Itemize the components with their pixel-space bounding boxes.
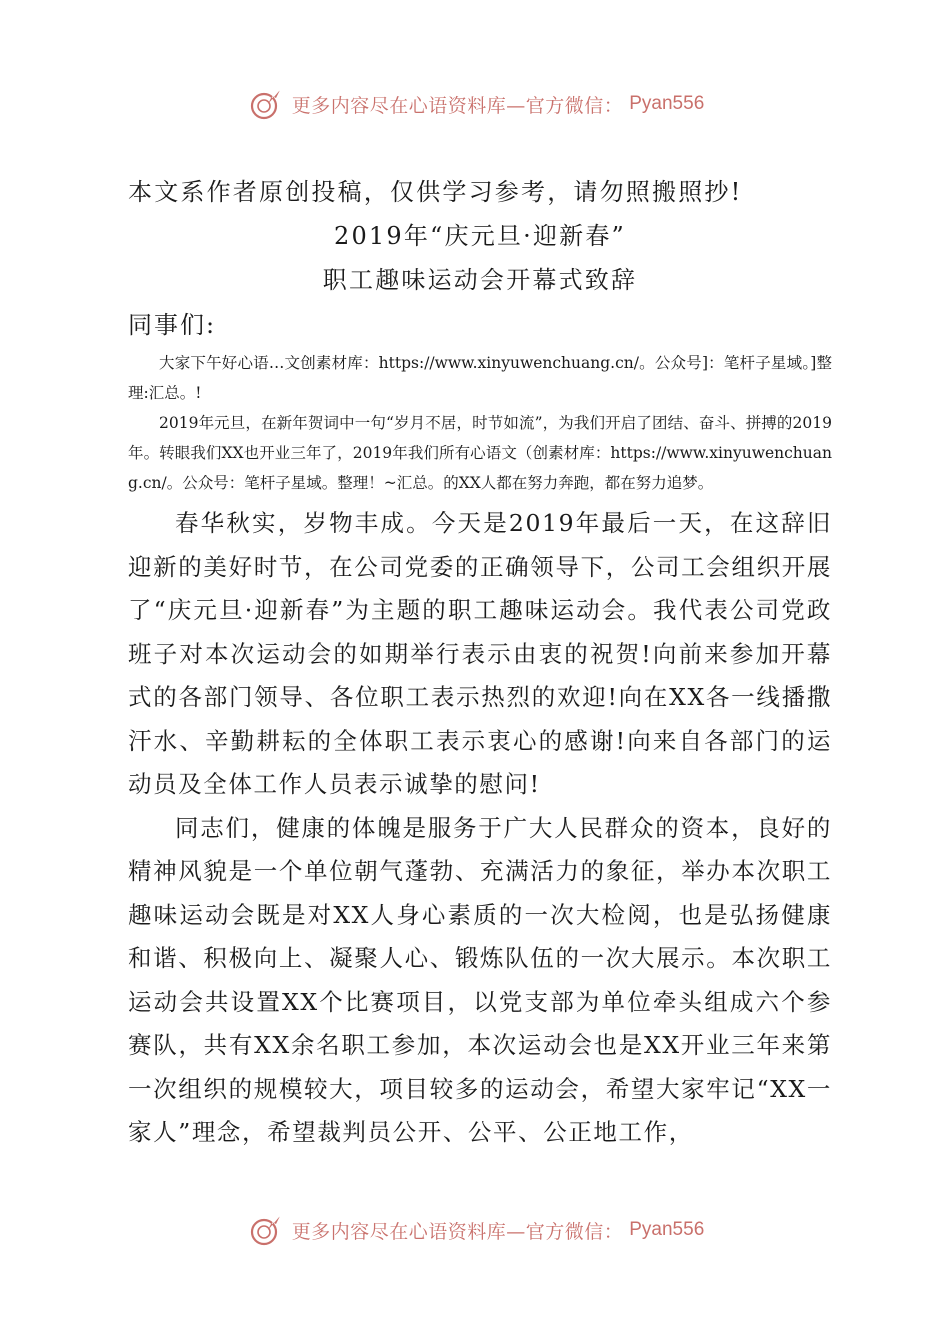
watermark-text: 更多内容尽在心语资料库—官方微信： — [291, 94, 624, 117]
disclaimer: 本文系作者原创投稿，仅供学习参考，请勿照搬照抄! — [128, 178, 743, 206]
quill-logo-icon — [246, 1210, 286, 1250]
watermark-banner-top — [0, 82, 950, 126]
watermark-wechat-id: Pyan556 — [629, 1219, 705, 1240]
body-paragraph: 春华秋实，岁物丰成。今天是2019年最后一天，在这辞旧迎新的美好时节，在公司党委的正确领导下，公司工会组织开展了“庆元旦·迎新春”为主题的职工趣味运动会。我代表公司党政班子对本次运动会的如期举行表示由衷的祝贺!向前来参加开幕式的各部门领导、各位职工表示热烈的欢迎!向在XX各一线播撒汗水、辛勤耕耘的全体职工表示衷心的感谢!向来自各部门的运动员及全体工作人员表示诚挚的慰问! — [128, 509, 832, 798]
document-body — [128, 170, 832, 1155]
title-line-1: 2019年“庆元旦·迎新春” — [333, 222, 627, 250]
greeting: 同事们: — [128, 311, 217, 339]
title-line-2: 职工趣味运动会开幕式致辞 — [322, 266, 638, 294]
watermark-wechat-id: Pyan556 — [629, 93, 705, 114]
watermark-text: 更多内容尽在心语资料库—官方微信： — [291, 1220, 624, 1243]
small-paragraph: 2019年元旦，在新年贺词中一句“岁月不居，时节如流”，为我们开启了团结、奋斗、拼搏的2019年。转眼我们XX也开业三年了，2019年我们所有心语文（创素材库：https://www.xinyuwenchuang.cn/。公众号：笔杆子星域。整理！~汇总。的XX人都在努力奔跑，都在努力追梦。 — [128, 414, 832, 492]
body-paragraph: 同志们，健康的体魄是服务于广大人民群众的资本，良好的精神风貌是一个单位朝气蓬勃、充满活力的象征，举办本次职工趣味运动会既是对XX人身心素质的一次大检阅，也是弘扬健康和谐、积极向上、凝聚人心、锻炼队伍的一次大展示。本次职工运动会共设置XX个比赛项目，以党支部为单位牵头组成六个参赛队，共有XX余名职工参加，本次运动会也是XX开业三年来第一次组织的规模较大，项目较多的运动会，希望大家牢记“XX一家人”理念，希望裁判员公开、公平、公正地工作， — [128, 813, 832, 1146]
small-paragraph: 大家下午好心语…文创素材库：https://www.xinyuwenchuang.cn/。公众号]：笔杆子星域。]整理:汇总。! — [128, 354, 832, 402]
watermark-banner-bottom — [0, 1208, 950, 1252]
quill-logo-icon — [246, 84, 286, 124]
